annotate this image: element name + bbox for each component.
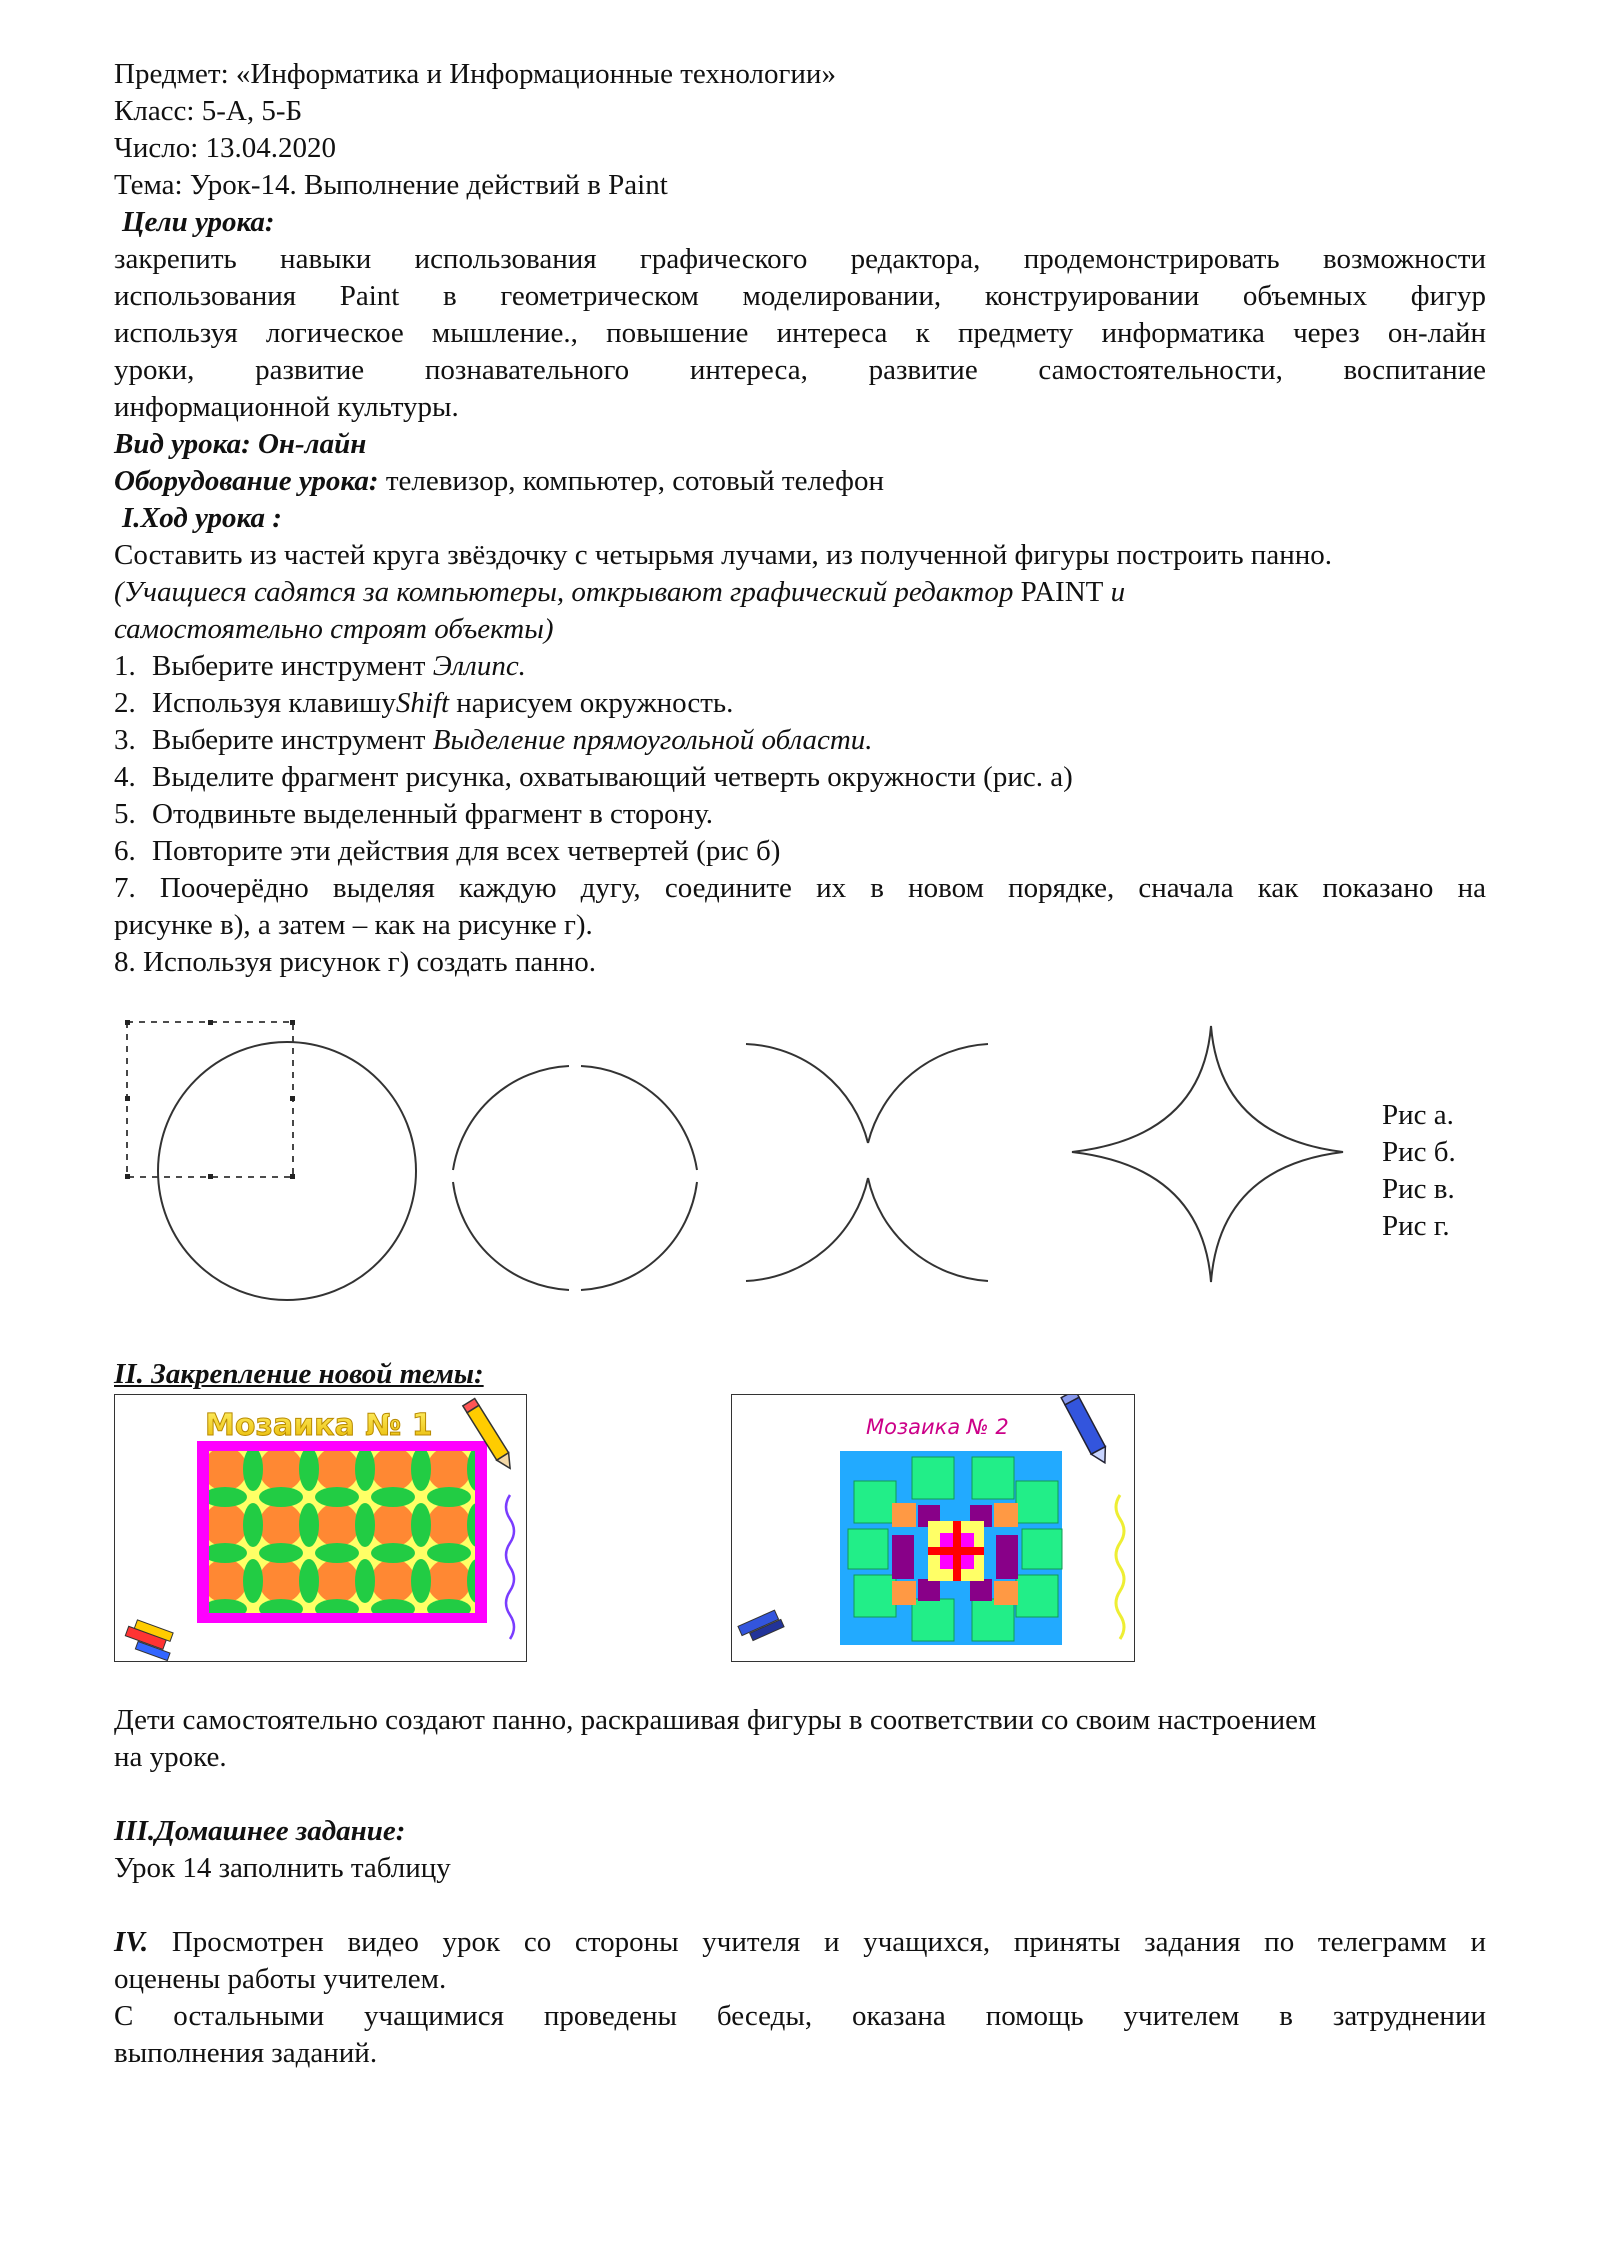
note-paint: PAINT [1020, 576, 1104, 608]
figure-label-b: Рис б. [1382, 1136, 1456, 1168]
figure-label-c: Рис в. [1382, 1173, 1455, 1205]
mosaic-1-drawing [115, 1395, 526, 1661]
step-text: Выберите инструмент [152, 650, 433, 682]
figure-labels [1382, 1097, 1456, 1245]
step7-line1: 7. Поочерёдно выделяя каждую дугу, соедините их в новом порядке, сначала как показано на [114, 872, 1486, 904]
figure-label-d: Рис г. [1382, 1210, 1450, 1242]
step-number: 2. [114, 687, 136, 719]
goals-line-2: использования Paint в геометрическом моделировании, конструировании объемных фигур [114, 280, 1486, 312]
step-number: 6. [114, 835, 136, 867]
goals-line-4: уроки, развитие познавательного интереса, развитие самостоятельности, воспитание [114, 354, 1486, 386]
review-line-4: выполнения заданий. [114, 2037, 378, 2069]
homework-text: Урок 14 заполнить таблицу [114, 1852, 451, 1884]
procedure-task: Составить из частей круга звёздочку с четырьмя лучами, из полученной фигуры построить панно. [114, 539, 1332, 571]
homework-heading: III.Домашнее задание: [114, 1815, 406, 1847]
step-number: 4. [114, 761, 136, 793]
step-emphasis: Выделение прямоугольной области. [432, 724, 873, 756]
mosaic-2-image [731, 1394, 1135, 1662]
procedure-note-line2: самостоятельно строят объекты) [114, 613, 554, 645]
review-label: IV. [114, 1926, 149, 1958]
class-line: Класс: 5-А, 5-Б [114, 95, 303, 127]
step-text: Выберите инструмент [152, 724, 433, 756]
step-emphasis: Эллипс. [432, 650, 526, 682]
mosaic-2-title: Мозаика № 2 [866, 1415, 1009, 1439]
date-line: Число: 13.04.2020 [114, 132, 337, 164]
goals-heading: Цели урока: [122, 206, 275, 238]
topic-line: Тема: Урок-14. Выполнение действий в Paint [114, 169, 668, 201]
full-circle [158, 1042, 416, 1300]
children-line-1: Дети самостоятельно создают панно, раскрашивая фигуры в соответствии со своим настроением [114, 1704, 1317, 1736]
mosaic-1-image [114, 1394, 527, 1662]
step-tail: нарисуем окружность. [449, 687, 734, 719]
mosaic-2-drawing [732, 1395, 1134, 1661]
goals-line-1: закрепить навыки использования графического редактора, продемонстрировать возможности [114, 243, 1486, 275]
swapped-arcs [746, 1044, 988, 1281]
step-number: 3. [114, 724, 136, 756]
step-text: Отодвиньте выделенный фрагмент в сторону. [152, 798, 714, 830]
step-text: Повторите эти действия для всех четвертей (рис б) [152, 835, 781, 867]
subject-line: Предмет: «Информатика и Информационные технологии» [114, 58, 836, 90]
equipment-label: Оборудование урока: [114, 465, 379, 497]
four-point-star [1072, 1026, 1343, 1282]
review-line-1 [114, 1924, 1486, 1961]
step-number: 1. [114, 650, 136, 682]
step-emphasis: Shift [395, 687, 450, 719]
figure-label-a: Рис а. [1382, 1099, 1454, 1131]
step-text: Используя клавишу [152, 687, 396, 719]
step-number: 5. [114, 798, 136, 830]
step7-line2: рисунке в), а затем – как на рисунке г). [114, 909, 593, 941]
pens-icon [738, 1609, 784, 1643]
split-circle [453, 1066, 697, 1290]
lesson-type: Вид урока: Он-лайн [114, 428, 367, 460]
consolidation-heading: II. Закрепление новой темы: [114, 1358, 484, 1390]
procedure-heading: I.Ход урока : [122, 502, 282, 534]
children-line-2: на уроке. [114, 1741, 227, 1773]
crayons-icon [122, 1618, 177, 1661]
pen-icon [1061, 1395, 1112, 1467]
review-text: Просмотрен видео урок со стороны учителя и учащихся, приняты задания по телеграмм и [148, 1926, 1486, 1958]
step8-line: 8. Используя рисунок г) создать панно. [114, 946, 597, 978]
review-line-2: оценены работы учителем. [114, 1963, 447, 1995]
selection-rectangle [127, 1022, 293, 1177]
review-line-3: С остальными учащимися проведены беседы, оказана помощь учителем в затруднении [114, 2000, 1486, 2032]
goals-line-3: используя логическое мышление., повышение интереса к предмету информатика через он-лайн [114, 317, 1486, 349]
note-part-b: и [1103, 576, 1126, 608]
after-section [114, 1702, 1486, 2072]
note-part-a: (Учащиеся садятся за компьютеры, открывают графический редактор [114, 576, 1021, 608]
mosaic-1-title: Мозаика № 1 [205, 1408, 433, 1443]
goals-line-5: информационной культуры. [114, 391, 459, 423]
equipment-value: телевизор, компьютер, сотовый телефон [378, 465, 884, 497]
step-text: Выделите фрагмент рисунка, охватывающий четверть окружности (рис. а) [152, 761, 1073, 793]
